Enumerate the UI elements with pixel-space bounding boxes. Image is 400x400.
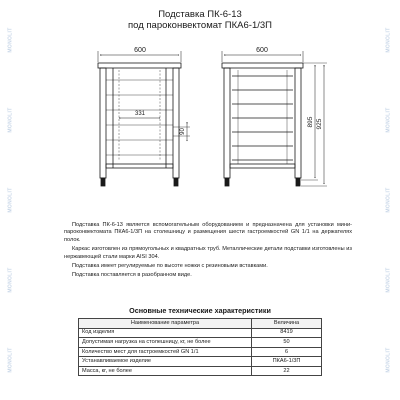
watermark-text: MONOLIT [386,187,392,213]
description-paragraph: Подставка поставляется в разобранном виде. [72,272,192,279]
spec-name: Допустимая нагрузка на столешницу, кг, не более [79,338,252,348]
table-row [79,328,322,338]
height-min-label: 895 [307,116,314,128]
specs-table [78,318,322,376]
watermark-text: MONOLIT [386,107,392,133]
shelf-height-label: 90 [180,128,186,135]
table-row [79,357,322,367]
document-subtitle: под пароконвектомат ПКА6-1/3П [128,20,272,31]
table-row [79,338,322,348]
front-width-label: 600 [134,47,146,54]
spec-name: Код изделия [79,328,252,338]
table-row [79,347,322,357]
specs-header-value: Величина [252,319,322,329]
shelf-width-label: 331 [134,111,146,117]
technical-drawings [0,34,400,194]
spec-value: 8419 [252,328,322,338]
description-paragraph: Подставка ПК-6-13 является вспомогательным оборудованием и предназначена для установки мини-пароконвектомата ПКА6-1/3П на столешницу и размещения шести гастроемкостей GN 1/1 на держателях полок. [64,222,352,243]
watermark-text: MONOLIT [386,347,392,373]
side-depth-label: 600 [256,47,268,54]
watermark-text: MONOLIT [8,107,14,133]
spec-value: 22 [252,366,322,376]
description-paragraph: Каркас изготовлен из прямоугольных и квадратных труб. Металлические детали подставки изготовлены из нержавеющей стали марки AISI 304. [64,246,352,260]
document-title: Подставка ПК-6-13 [158,9,242,20]
spec-value: 50 [252,338,322,348]
specs-header-row [79,319,322,329]
specs-header-name: Наименование параметра [79,319,252,329]
table-row [79,366,322,376]
watermark-text: MONOLIT [386,27,392,53]
watermark-text: MONOLIT [8,27,14,53]
height-max-label: 925 [316,118,323,130]
spec-name: Устанавливаемое изделие [79,357,252,367]
watermark-text: MONOLIT [8,267,14,293]
watermark-text: MONOLIT [386,267,392,293]
spec-name: Масса, кг, не более [79,366,252,376]
description-block [64,222,352,282]
spec-value: ПКА6-1/3П [252,357,322,367]
watermark-text: MONOLIT [8,187,14,213]
watermark-text: MONOLIT [8,347,14,373]
specs-title: Основные технические характеристики [129,306,271,315]
spec-name: Количество мест для гастроемкостей GN 1/1 [79,347,252,357]
front-view-drawing [98,51,190,186]
spec-value: 6 [252,347,322,357]
description-paragraph: Подставка имеет регулируемые по высоте ножки с резиновыми вставками. [72,263,268,270]
